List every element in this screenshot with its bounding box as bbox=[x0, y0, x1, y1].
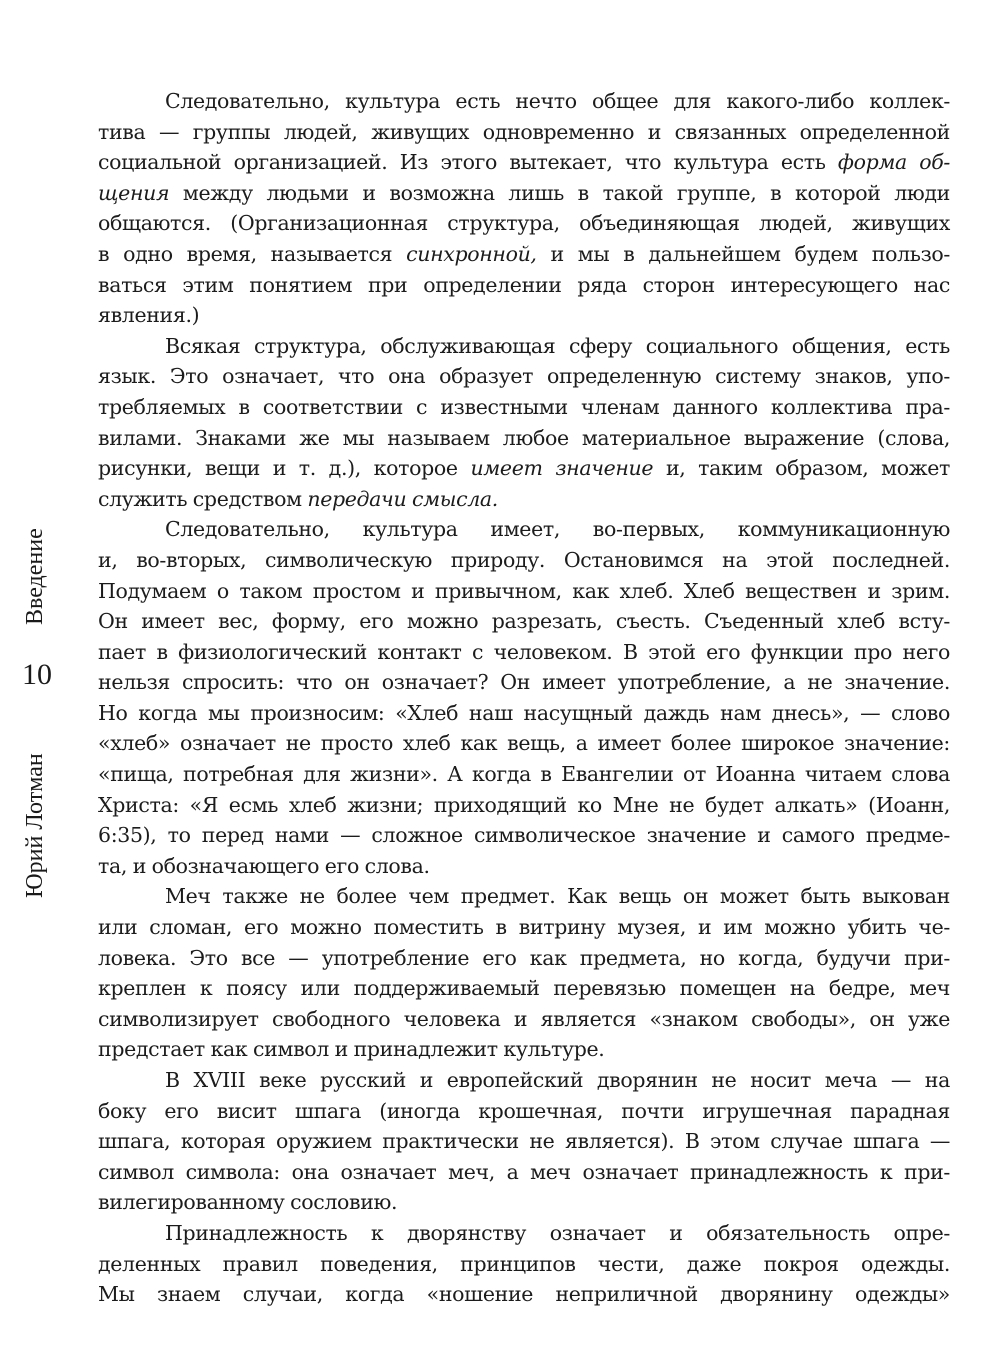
text-line bbox=[98, 1004, 950, 1035]
text-segment: и, во-вторых, символическую природу. Остановимся на этой последней. bbox=[98, 547, 950, 572]
text-line bbox=[98, 637, 950, 668]
text-segment: явления.) bbox=[98, 303, 200, 328]
text-segment: Следовательно, культура имеет, во-первых, коммуникационную bbox=[165, 517, 950, 542]
text-segment: 6:35), то перед нами — сложное символическое значение и самого предме- bbox=[98, 823, 950, 848]
text-line bbox=[98, 790, 950, 821]
text-line bbox=[98, 178, 950, 209]
text-line bbox=[98, 698, 950, 729]
text-segment: Христа: «Я есмь хлеб жизни; приходящий ко Мне не будет алкать» (Иоанн, bbox=[98, 792, 950, 817]
text-line bbox=[98, 545, 950, 576]
text-line bbox=[98, 759, 950, 790]
italic-emphasis: имеет значение bbox=[470, 456, 654, 481]
text-segment: рисунки, вещи и т. д.), которое bbox=[98, 456, 471, 481]
text-segment: «пища, потребная для жизни». А когда в Евангелии от Иоанна читаем слова bbox=[98, 762, 950, 787]
text-segment: Но когда мы произносим: «Хлеб наш насущный даждь нам днесь», — слово bbox=[98, 700, 950, 725]
text-line bbox=[98, 820, 950, 851]
text-segment: ловека. Это все — употребление его как предмета, но когда, будучи при- bbox=[98, 945, 950, 970]
text-segment: вилегированному сословию. bbox=[98, 1190, 398, 1215]
text-line bbox=[98, 239, 950, 270]
text-segment: В XVIII веке русский и европейский дворянин не носит меча — на bbox=[165, 1068, 950, 1092]
text-segment: социальной организацией. Из этого вытекает, что культура есть bbox=[98, 150, 838, 175]
text-line bbox=[98, 1279, 950, 1310]
text-segment: креплен к поясу или поддерживаемый перевязью помещен на бедре, меч bbox=[98, 976, 950, 1001]
text-line bbox=[98, 881, 950, 912]
text-segment: Всякая структура, обслуживающая сферу социального общения, есть bbox=[165, 333, 950, 358]
text-segment: Принадлежность к дворянству означает и обязательность опре- bbox=[165, 1220, 950, 1245]
text-segment: Подумаем о таком простом и привычном, как хлеб. Хлеб веществен и зрим. bbox=[98, 578, 950, 603]
text-line bbox=[98, 728, 950, 759]
text-line bbox=[98, 1034, 950, 1065]
text-segment: боку его висит шпага (иногда крошечная, почти игрушечная парадная bbox=[98, 1098, 950, 1123]
text-segment: Следовательно, культура есть нечто общее для какого-либо коллек- bbox=[165, 89, 950, 113]
text-line bbox=[98, 453, 950, 484]
text-segment: нельзя спросить: что он означает? Он имеет употребление, а не значение. bbox=[98, 670, 950, 695]
text-segment: и мы в дальнейшем будем пользо- bbox=[536, 241, 950, 266]
body-text bbox=[98, 86, 950, 1310]
italic-emphasis: синхронной, bbox=[406, 241, 537, 266]
text-segment: вилами. Знаками же мы называем любое материальное выражение (слова, bbox=[98, 425, 950, 450]
text-segment: ваться этим понятием при определении ряда сторон интересующего нас bbox=[98, 272, 950, 297]
running-head-author: Юрий Лотман bbox=[22, 753, 48, 898]
text-line bbox=[98, 667, 950, 698]
text-line bbox=[98, 208, 950, 239]
text-line bbox=[98, 1157, 950, 1188]
text-segment: символизирует свободного человека и является «знаком свободы», он уже bbox=[98, 1006, 950, 1031]
text-segment: шпага, которая оружием практически не является). В этом случае шпага — bbox=[98, 1129, 950, 1154]
text-line bbox=[98, 514, 950, 545]
text-line bbox=[98, 86, 950, 117]
text-segment: тива — группы людей, живущих одновременно и связанных определенной bbox=[98, 119, 950, 144]
text-segment: общаются. (Организационная структура, объединяющая людей, живущих bbox=[98, 211, 950, 236]
text-line bbox=[98, 1249, 950, 1280]
text-line bbox=[98, 147, 950, 178]
text-segment: та, и обозначающего его слова. bbox=[98, 853, 430, 878]
text-line bbox=[98, 912, 950, 943]
text-line bbox=[98, 300, 950, 331]
text-line bbox=[98, 1218, 950, 1249]
text-segment: в одно время, называется bbox=[98, 241, 407, 266]
text-line bbox=[98, 943, 950, 974]
text-line bbox=[98, 423, 950, 454]
text-segment: служить средством bbox=[98, 486, 308, 511]
text-line bbox=[98, 484, 950, 515]
text-segment: язык. Это означает, что она образует определенную систему знаков, упо- bbox=[98, 364, 950, 389]
text-line bbox=[98, 331, 950, 362]
text-line bbox=[98, 1096, 950, 1127]
text-segment: пает в физиологический контакт с человеком. В этой его функции про него bbox=[98, 639, 950, 664]
text-line bbox=[98, 270, 950, 301]
text-line bbox=[98, 1187, 950, 1218]
text-segment: Он имеет вес, форму, его можно разрезать, съесть. Съеденный хлеб всту- bbox=[98, 609, 950, 634]
text-segment: «хлеб» означает не просто хлеб как вещь, а имеет более широкое значение: bbox=[98, 731, 950, 756]
running-head-section-title: Введение bbox=[22, 528, 48, 625]
italic-emphasis: щения bbox=[98, 180, 170, 205]
text-line bbox=[98, 392, 950, 423]
text-segment: символ символа: она означает меч, а меч означает принадлежность к при- bbox=[98, 1159, 950, 1184]
text-segment: требляемых в соответствии с известными членам данного коллектива пра- bbox=[98, 394, 950, 419]
page-number: 10 bbox=[22, 658, 52, 691]
text-line bbox=[98, 117, 950, 148]
text-segment: Меч также не более чем предмет. Как вещь он может быть выкован bbox=[165, 884, 950, 909]
text-line bbox=[98, 1126, 950, 1157]
text-segment: и, таким образом, может bbox=[653, 456, 951, 481]
text-line bbox=[98, 851, 950, 882]
text-segment: между людьми и возможна лишь в такой группе, в которой люди bbox=[169, 180, 950, 205]
text-line bbox=[98, 606, 950, 637]
italic-emphasis: форма об- bbox=[837, 150, 950, 175]
text-segment: деленных правил поведения, принципов чести, даже покроя одежды. bbox=[98, 1251, 950, 1276]
text-segment: или сломан, его можно поместить в витрину музея, и им можно убить че- bbox=[98, 915, 950, 940]
text-line bbox=[98, 1065, 950, 1096]
text-line bbox=[98, 361, 950, 392]
italic-emphasis: передачи смысла. bbox=[307, 486, 498, 511]
text-segment: предстает как символ и принадлежит культуре. bbox=[98, 1037, 605, 1062]
text-line bbox=[98, 576, 950, 607]
text-segment: Мы знаем случаи, когда «ношение неприличной дворянину одежды» bbox=[98, 1282, 950, 1307]
text-line bbox=[98, 973, 950, 1004]
